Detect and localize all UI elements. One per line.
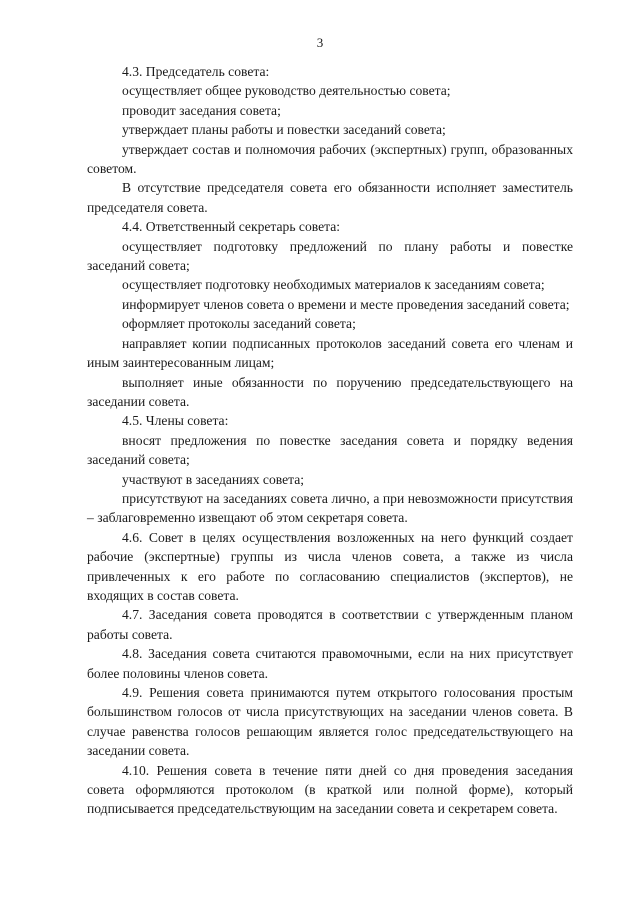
paragraph-4-5-heading: 4.5. Члены совета: [122, 413, 229, 429]
paragraph: осуществляет общее руководство деятельностью совета; [122, 83, 451, 99]
document-body [87, 62, 573, 819]
paragraph: утверждает планы работы и повестки заседаний совета; [122, 122, 446, 138]
paragraph: выполняет иные обязанности по поручению председательствующего на заседании совета. [87, 374, 573, 409]
paragraph-4-9: 4.9. Решения совета принимаются путем открытого голосования простым большинством голосов от числа присутствующих на заседании членов совета. В случае равенства голосов решающим является голос председательствующего на заседании совета. [87, 685, 573, 759]
paragraph: вносят предложения по повестке заседания совета и порядку ведения заседаний совета; [87, 432, 573, 468]
paragraph: участвуют в заседаниях совета; [122, 471, 305, 487]
paragraph: направляет копии подписанных протоколов заседаний совета его членам и иным заинтересованным лицам; [87, 335, 573, 371]
paragraph-4-7: 4.7. Заседания совета проводятся в соответствии с утвержденным планом работы совета. [87, 607, 573, 642]
paragraph: присутствуют на заседаниях совета лично, а при невозможности присутствия – заблаговременно извещают об этом секретаря совета. [87, 490, 573, 526]
paragraph-4-4-heading: 4.4. Ответственный секретарь совета: [122, 219, 341, 235]
paragraph: утверждает состав и полномочия рабочих (экспертных) групп, образованных советом. [87, 141, 573, 177]
paragraph-4-3-heading: 4.3. Председатель совета: [122, 64, 270, 79]
paragraph: проводит заседания совета; [122, 102, 281, 118]
paragraph: оформляет протоколы заседаний совета; [122, 316, 356, 332]
paragraph: В отсутствие председателя совета его обязанности исполняет заместитель председателя совета. [87, 180, 573, 215]
paragraph-4-10: 4.10. Решения совета в течение пяти дней со дня проведения заседания совета оформляются протоколом (в краткой или полной форме), который подписывается председательствующим на заседании совета и секретарем совета. [87, 762, 573, 817]
paragraph: информирует членов совета о времени и месте проведения заседаний совета; [122, 296, 570, 312]
paragraph-4-8: 4.8. Заседания совета считаются правомочными, если на них присутствует более половины членов совета. [87, 646, 573, 681]
paragraph: осуществляет подготовку предложений по плану работы и повестке заседаний совета; [87, 238, 573, 274]
page-number: 3 [316, 35, 324, 50]
paragraph: осуществляет подготовку необходимых материалов к заседаниям совета; [122, 277, 545, 293]
paragraph-4-6: 4.6. Совет в целях осуществления возложенных на него функций создает рабочие (экспертные) группы из числа членов совета, а также из числа привлеченных к его работе по согласованию специалистов (экспертов), не входящих в состав совета. [87, 529, 573, 603]
